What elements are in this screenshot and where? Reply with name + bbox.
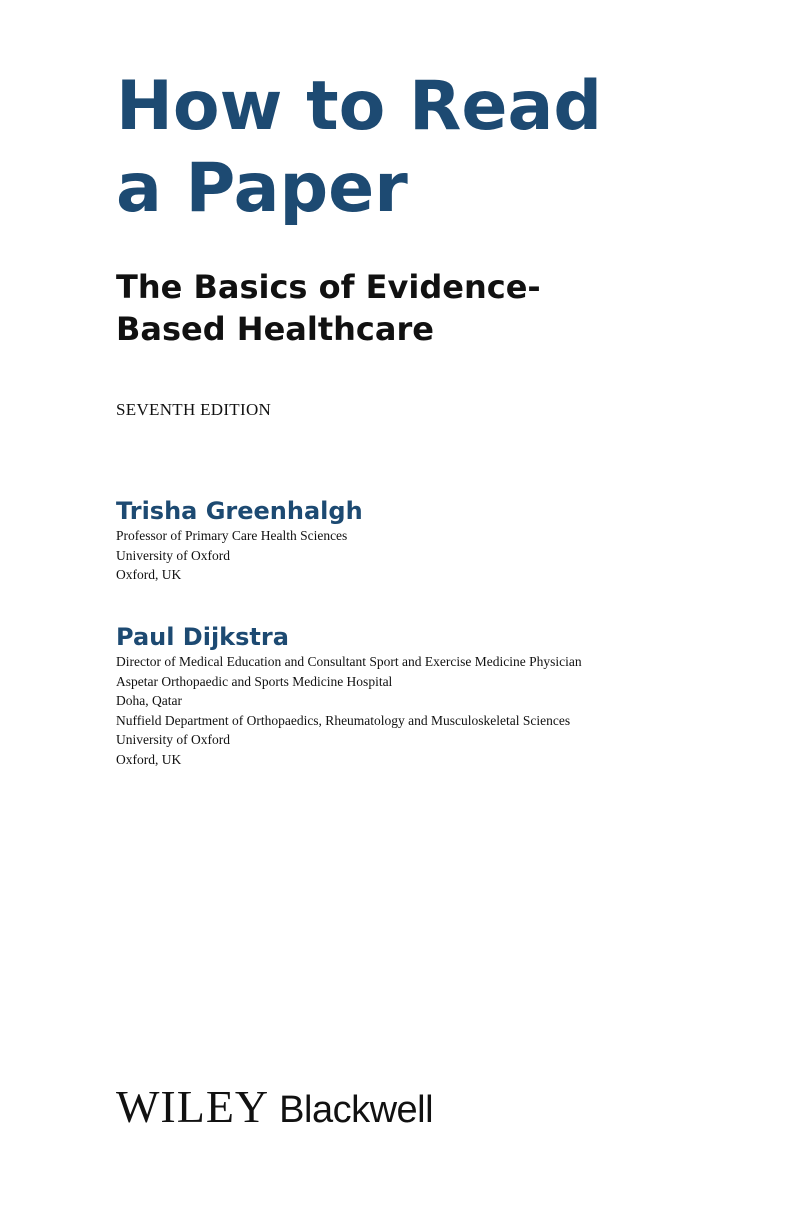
- author-affiliation-line: Director of Medical Education and Consultant Sport and Exercise Medicine Physician: [116, 654, 582, 669]
- author-name: Trisha Greenhalgh: [116, 497, 363, 525]
- book-title: [116, 66, 602, 230]
- edition-label: SEVENTH EDITION: [116, 400, 272, 419]
- author-affiliation-line: Oxford, UK: [116, 567, 182, 582]
- publisher-name: WILEY: [116, 1081, 270, 1132]
- author-block-greenhalgh: [116, 496, 363, 585]
- book-subtitle: [116, 266, 541, 350]
- author-block-dijkstra: [116, 622, 582, 769]
- author-affiliation-line: Oxford, UK: [116, 751, 182, 767]
- book-title-line-1: How to Read: [116, 67, 603, 146]
- author-affiliation-line: Nuffield Department of Orthopaedics, Rheumatology and Musculoskeletal Sciences: [116, 712, 571, 728]
- author-name: Paul Dijkstra: [116, 623, 289, 651]
- author-affiliation-line: Aspetar Orthopaedic and Sports Medicine Hospital: [116, 673, 393, 689]
- book-subtitle-line-2: Based Healthcare: [116, 310, 434, 348]
- publisher-imprint: Blackwell: [279, 1089, 434, 1131]
- book-title-line-2: a Paper: [116, 149, 408, 228]
- author-affiliation-line: University of Oxford: [116, 732, 230, 747]
- author-affiliation-line: University of Oxford: [116, 547, 230, 563]
- publisher-logo: [116, 1082, 433, 1135]
- author-affiliation-line: Doha, Qatar: [116, 693, 182, 708]
- author-affiliation-line: Professor of Primary Care Health Sciences: [116, 528, 348, 543]
- book-subtitle-line-1: The Basics of Evidence-: [116, 268, 541, 306]
